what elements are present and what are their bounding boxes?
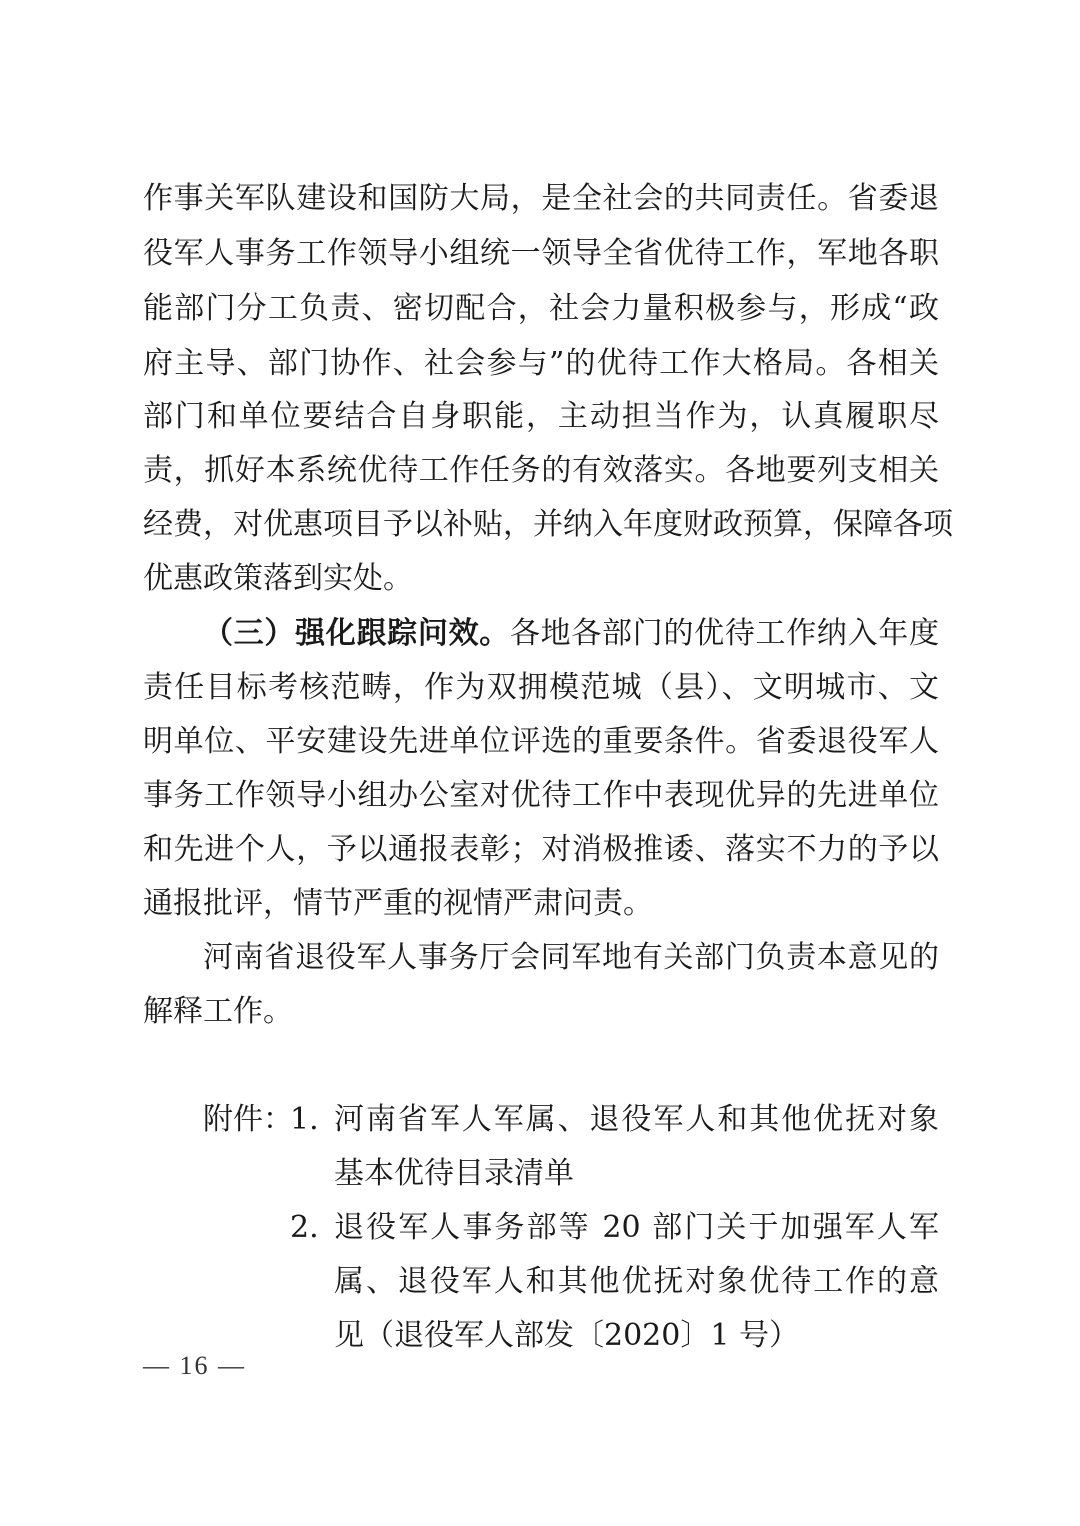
text-line: 和先进个人，予以通报表彰；对消极推诿、落实不力的予以 [143, 832, 939, 867]
paragraph-2-first-line [203, 607, 939, 661]
text-line: 责任目标考核范畴，作为双拥模范城（县）、文明城市、文 [143, 670, 939, 705]
text-line: 部门和单位要结合自身职能，主动担当作为，认真履职尽 [143, 399, 939, 434]
attachment-line: 退役军人事务部等 20 部门关于加强军人军 [334, 1210, 939, 1245]
attachment-number: 1. [290, 1102, 319, 1137]
text-span: 各地各部门的优待工作纳入年度 [509, 616, 940, 651]
text-line: 解释工作。 [143, 994, 293, 1029]
attachments-label: 附件： [203, 1102, 293, 1137]
text-line: 责，抓好本系统优待工作任务的有效落实。各地要列支相关 [143, 453, 939, 488]
text-line: 能部门分工负责、密切配合，社会力量积极参与，形成“政 [143, 291, 939, 326]
attachment-line: 属、退役军人和其他优抚对象优待工作的意 [334, 1264, 939, 1299]
text-line: 事务工作领导小组办公室对优待工作中表现优异的先进单位 [143, 778, 939, 813]
text-line: 通报批评，情节严重的视情严肃问责。 [143, 886, 653, 921]
text-line: 府主导、部门协作、社会参与”的优待工作大格局。各相关 [143, 346, 939, 381]
attachment-line: 基本优待目录清单 [334, 1156, 574, 1191]
text-line: 优惠政策落到实处。 [143, 561, 413, 596]
attachment-number: 2. [290, 1210, 319, 1245]
attachment-line: 见（退役军人部发〔2020〕1 号） [334, 1318, 799, 1353]
text-line: 作事关军队建设和国防大局，是全社会的共同责任。省委退 [143, 181, 939, 216]
attachment-line: 河南省军人军属、退役军人和其他优抚对象 [334, 1102, 939, 1137]
text-line: 明单位、平安建设先进单位评选的重要条件。省委退役军人 [143, 724, 939, 759]
section-heading: （三）强化跟踪问效。 [203, 616, 510, 651]
page-number: — 16 — [143, 1351, 246, 1380]
text-line: 经费，对优惠项目予以补贴，并纳入年度财政预算，保障各项 [143, 507, 953, 542]
text-line: 河南省退役军人事务厅会同军地有关部门负责本意见的 [203, 940, 939, 975]
text-line: 役军人事务工作领导小组统一领导全省优待工作，军地各职 [143, 236, 939, 271]
